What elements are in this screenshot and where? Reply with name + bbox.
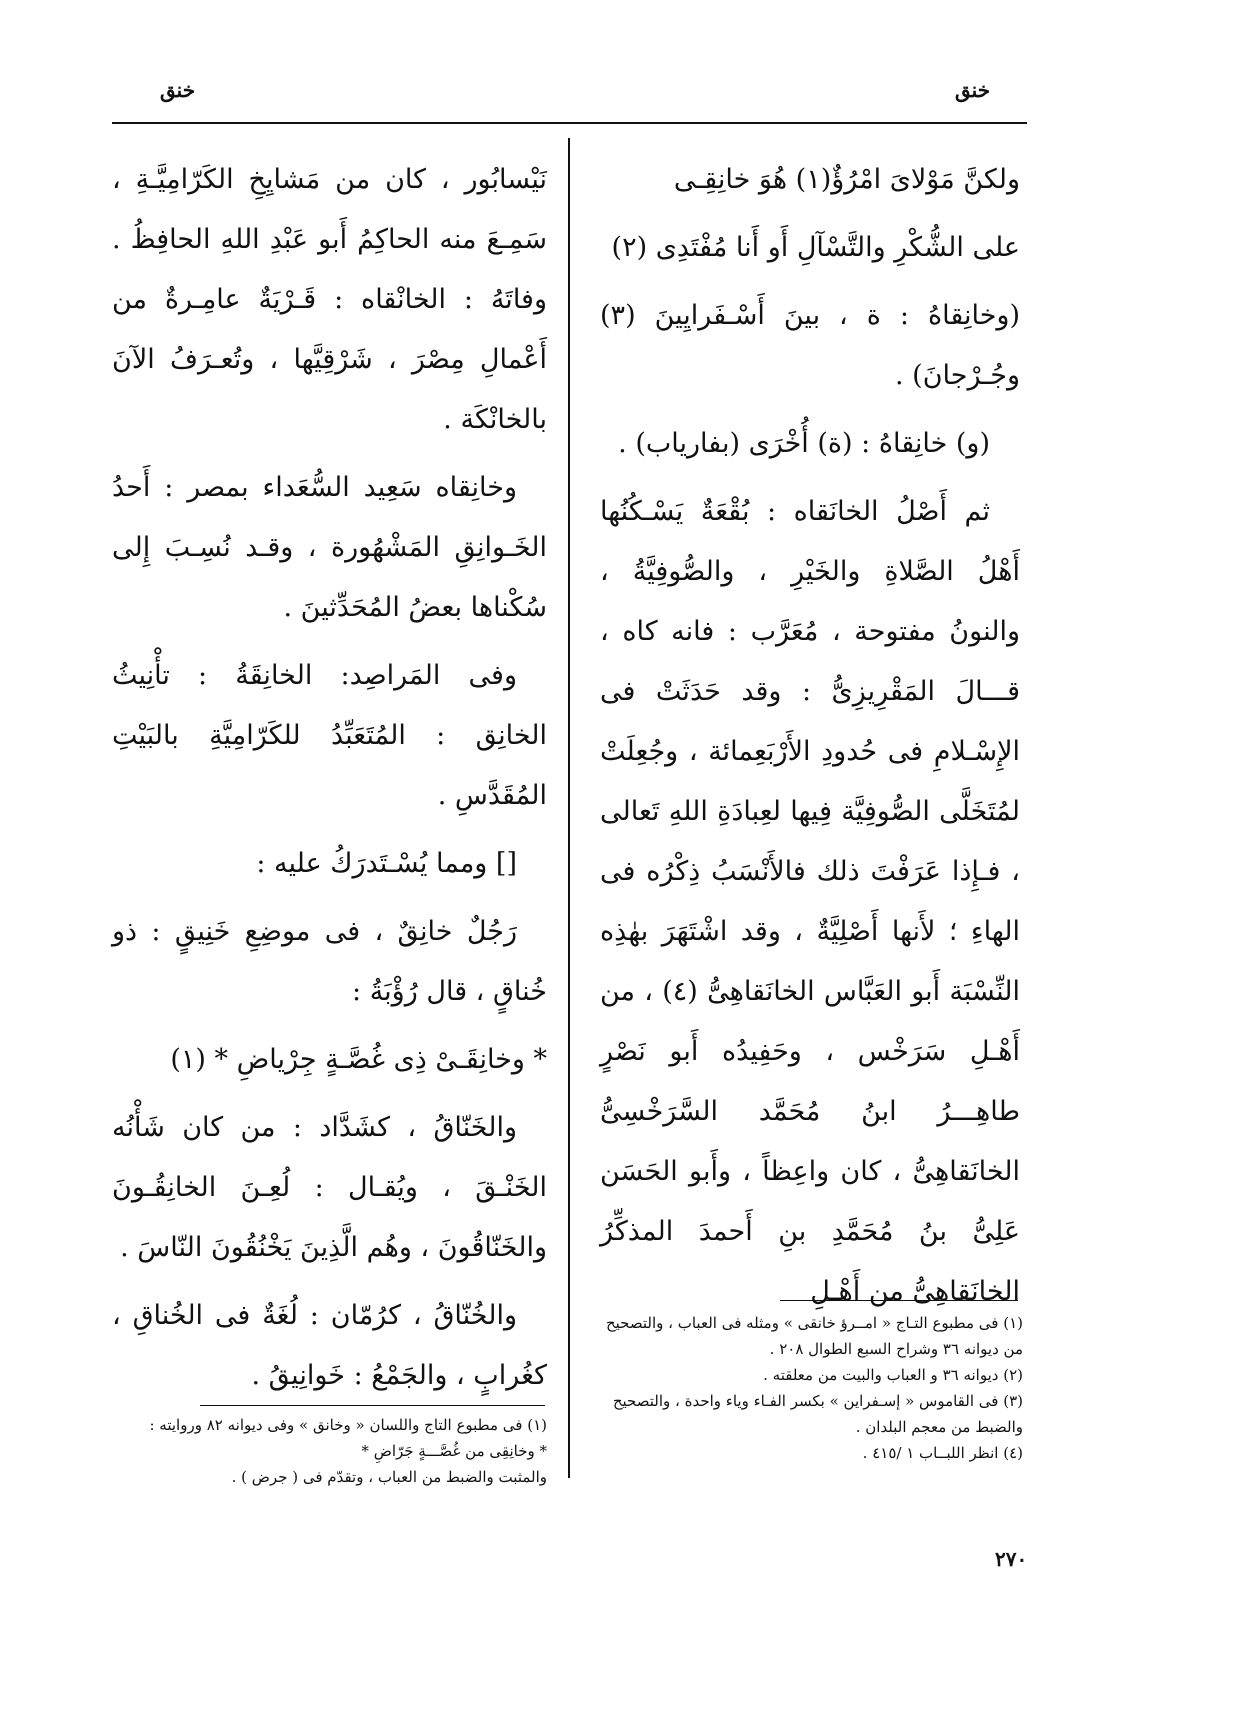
footnote: (١) فى مطبوع التـاج « امــرؤ خانقى » ومثله فى العباب ، والتصحيح من ديوانه ٣٦ وشراح السبع الطوال ٢٠٨ . <box>605 1314 1023 1358</box>
right-paragraph: على الشُّكْرِ والتَّسْآلِ أَو أَنا مُفْتَدِى (٢) <box>611 232 1020 263</box>
footnote: (٣) فى القاموس « إسـفراين » بكسر الفـاء وياء واحدة ، والتصحيح والضبط من معجم البلدان . <box>612 1392 1023 1436</box>
header-rule <box>112 122 1027 124</box>
footnote-verse: * وخانِقِى من غُصَّـــةٍ جَرّاضِ * <box>361 1442 547 1460</box>
left-paragraph: والخَنّاقُ ، كشَدَّاد : من كان شَأْنُه الخَنْـقَ ، ويُقـال : لُعِـنَ الخانِقُـونَ والخَنّاقُونَ ، وهُم الَّذِينَ يَخْنُقُونَ النّاسَ . <box>112 1112 547 1263</box>
right-paragraph: (و) خانِقاهُ : (ة) أُخْرَى (بفارياب) . <box>618 428 990 459</box>
column-divider <box>568 138 570 1478</box>
left-paragraph: [] ومما يُسْـتَدرَكُ عليه : <box>256 848 517 879</box>
footnote-rule-left <box>200 1405 545 1406</box>
footnotes-left <box>112 1412 547 1490</box>
right-paragraph: (وخانِقاهُ : ة ، بينَ أَسْـفَرايِينَ (٣) وجُـرْجانَ) . <box>600 300 1020 391</box>
footnote: (١) فى مطبوع التاج واللسان « وخانق » وفى ديوانه ٨٢ وروايته : <box>149 1416 547 1434</box>
footnotes-right <box>605 1310 1023 1466</box>
left-paragraph: وفى المَراصِد: الخانِقَةُ : تأْنِيثُ الخانِق : المُتَعَبِّدُ للكَرّامِيَّةِ بالبَيْتِ المُقَدَّسِ . <box>112 660 547 811</box>
page-number: ٢٧٠ <box>995 1547 1028 1571</box>
right-paragraph: ولكنَّ مَوْلاىَ امْرُؤٌ(١) هُوَ خانِقِـى <box>673 164 1020 195</box>
right-paragraph: ثم أَصْلُ الخانَقاه : بُقْعَةٌ يَسْـكُنُها أَهْلُ الصَّلاةِ والخَيْرِ ، والصُّوفِيَّةُ ، والنونُ مفتوحة ، مُعَرَّب : فانه كاه ، قـــالَ المَقْرِيزِىُّ : وقد حَدَثَتْ فى الإِسْـلامِ فى حُدودِ الأَرْبَعِمائة ، وجُعِلَتْ لمُتَخَلَّى الصُّوفِيَّة فِيها لعِبادَةِ اللهِ تَعالى ، فـإِذا عَرَفْتَ ذلك فالأَنْسَبُ ذِكْرُه فى الهاءِ ؛ لأَنها أَصْلِيَّةٌ ، وقد اشْتَهَرَ بهٰذِه النِّسْبَة أَبو العَبَّاس الخانَقاهِىُّ (٤) ، من أَهْـلِ سَرَخْس ، وحَفِيدُه أَبو نَصْرٍ طاهِـــرُ ابنُ مُحَمَّد السَّرَخْسِىُّ الخانَقاهِىُّ ، كان واعِظاً ، وأَبو الحَسَن عَلِىُّ بنُ مُحَمَّدِ بنِ أَحمدَ المذكِّرُ الخانَقاهِىُّ من أَهْـلِ <box>600 496 1020 1307</box>
footnote: (٢) ديوانه ٣٦ و العباب والبيت من معلقته . <box>763 1366 1023 1384</box>
left-paragraph: وخانِقاه سَعِيد السُّعَداء بمصر : أَحدُ الخَـوانِقِ المَشْهُورة ، وقـد نُسِـبَ إِلى سُكْناها بعضُ المُحَدِّثينَ . <box>112 472 547 623</box>
right-column <box>600 150 1020 1330</box>
left-column <box>112 150 547 1414</box>
footnote: (٤) انظر اللبــاب ١ /٤١٥ . <box>862 1444 1023 1462</box>
left-paragraph: نَيْسابُور ، كان من مَشايِخِ الكَرّامِيَّـةِ ، سَمِـعَ منه الحاكِمُ أَبو عَبْدِ اللهِ الحافِظُ . وفاتَهُ : الخانْقاه : قَـرْيَةٌ عامِـرةٌ من أَعْمالِ مِصْرَ ، شَرْقِيَّها ، وتُعـرَفُ الآنَ بالخانْكَة . <box>112 164 547 435</box>
footnote-rule-right <box>780 1300 1018 1301</box>
running-head-left: خنق <box>160 78 196 102</box>
left-paragraph: * وخانِقَـىْ ذِى غُصَّـةٍ جِرْياضِ * (١) <box>170 1044 547 1075</box>
left-paragraph: والخُنّاقُ ، كرُمّان : لُغَةٌ فى الخُناقِ ، كغُرابٍ ، والجَمْعُ : خَوانِيقُ . <box>112 1300 547 1391</box>
footnote: والمثبت والضبط من العباب ، وتقدّم فى ( جرض ) . <box>231 1468 547 1486</box>
left-paragraph: رَجُلٌ خانِقٌ ، فى موضِعِ خَنِيقٍ : ذو خُناقٍ ، قال رُؤْبَةُ : <box>112 916 547 1007</box>
running-head-right: خنق <box>955 78 991 102</box>
